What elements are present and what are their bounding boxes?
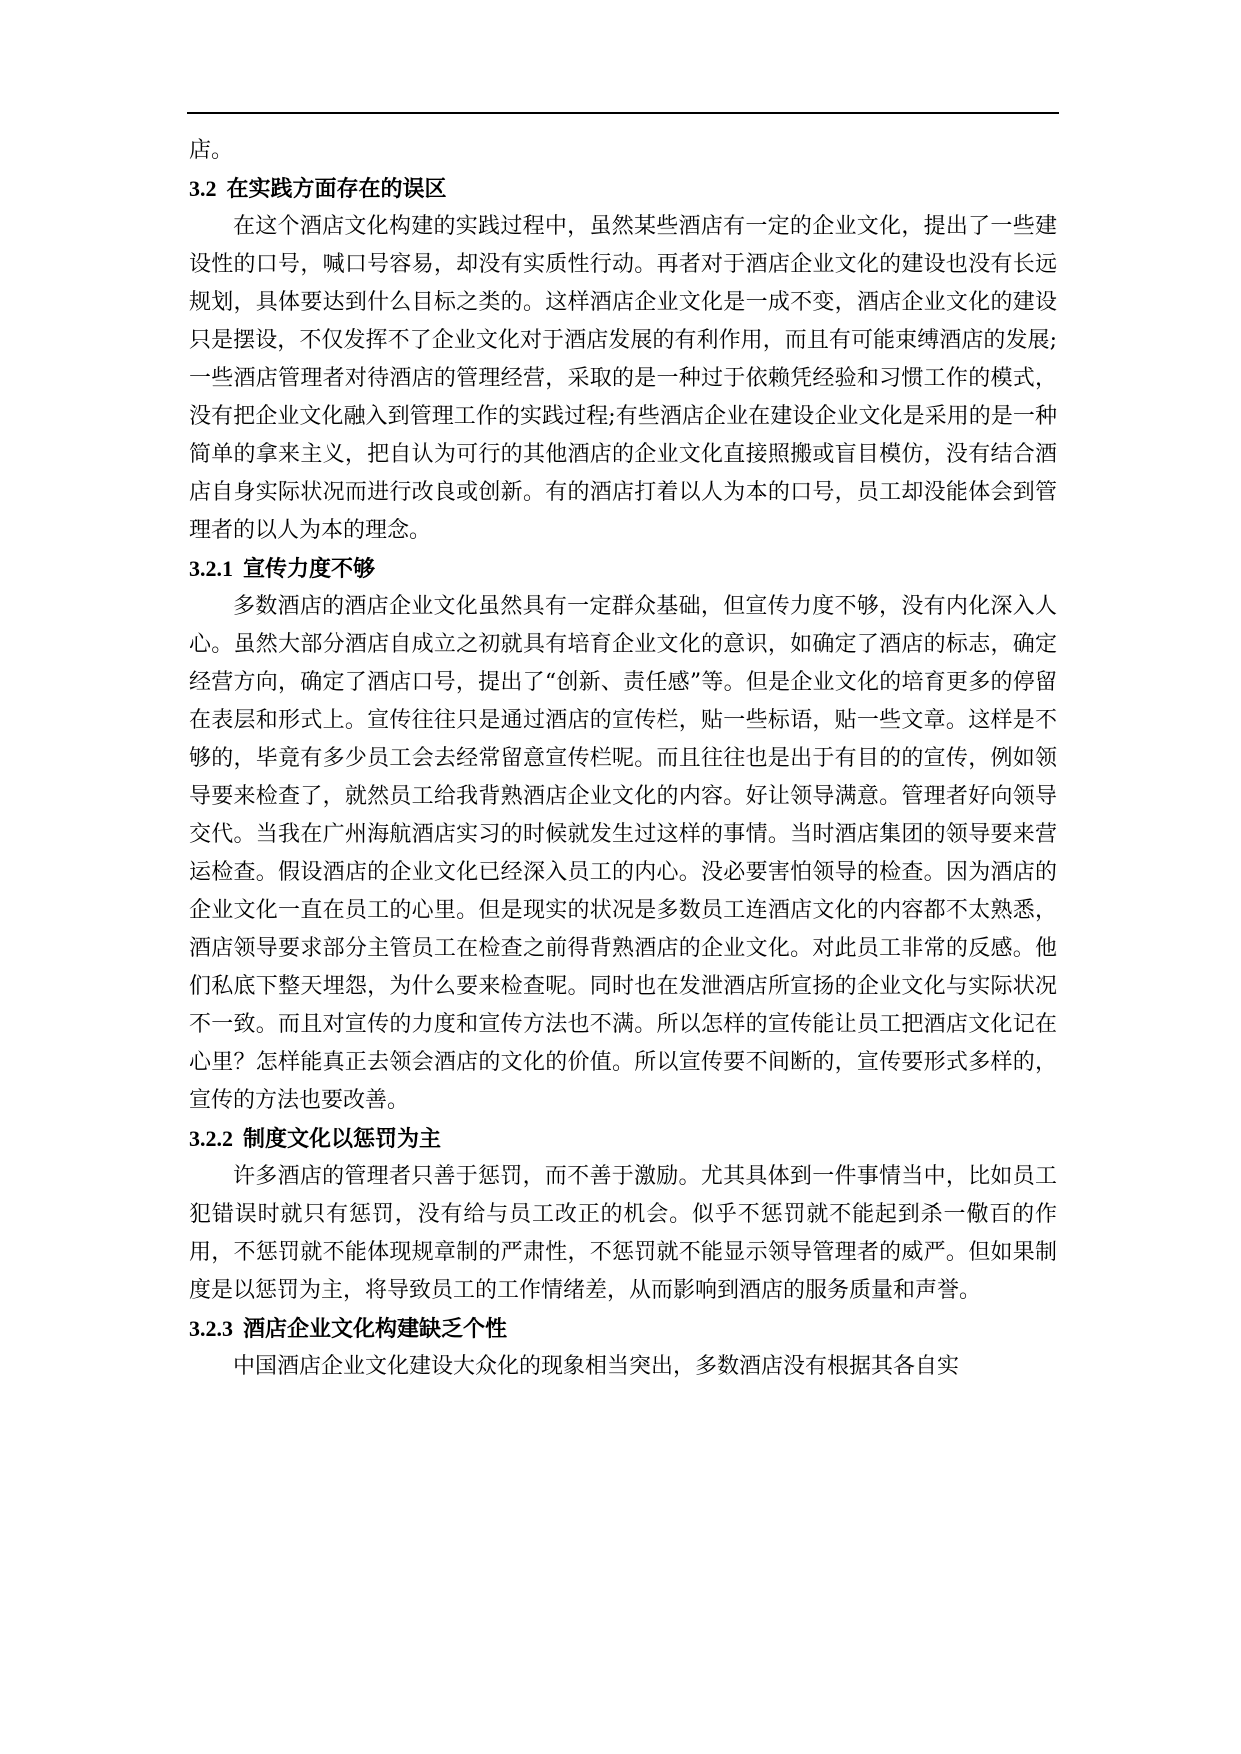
section-title: 酒店企业文化构建缺乏个性 (243, 1316, 508, 1341)
paragraph-3-2: 在这个酒店文化构建的实践过程中，虽然某些酒店有一定的企业文化，提出了一些建设性的口号，喊口号容易，却没有实质性行动。再者对于酒店企业文化的建设也没有长远规划，具体要达到什么目标之类的。这样酒店企业文化是一成不变，酒店企业文化的建设只是摆设，不仅发挥不了企业文化对于酒店发展的有利作用，而且有可能束缚酒店的发展;一些酒店管理者对待酒店的管理经营，采取的是一种过于依赖凭经验和习惯工作的模式，没有把企业文化融入到管理工作的实践过程;有些酒店企业在建设企业文化是采用的是一种简单的拿来主义，把自认为可行的其他酒店的企业文化直接照搬或盲目模仿，没有结合酒店自身实际状况而进行改良或创新。有的酒店打着以人为本的口号，员工却没能体会到管理者的以人为本的理念。 (189, 214, 1057, 543)
section-title: 在实践方面存在的误区 (226, 176, 447, 201)
section-heading-3-2-2 (189, 1120, 1057, 1158)
section-heading-3-2 (189, 170, 1057, 208)
section-number: 3.2 (189, 176, 217, 201)
paragraph-3-2-3: 中国酒店企业文化建设大众化的现象相当突出，多数酒店没有根据其各自实 (233, 1354, 960, 1379)
document-body (189, 132, 1057, 1386)
section-heading-3-2-3 (189, 1310, 1057, 1348)
paragraph-3-2-1: 多数酒店的酒店企业文化虽然具有一定群众基础，但宣传力度不够，没有内化深入人心。虽然大部分酒店自成立之初就具有培育企业文化的意识，如确定了酒店的标志，确定经营方向，确定了酒店口号，提出了“创新、责任感”等。但是企业文化的培育更多的停留在表层和形式上。宣传往往只是通过酒店的宣传栏，贴一些标语，贴一些文章。这样是不够的，毕竟有多少员工会去经常留意宣传栏呢。而且往往也是出于有目的的宣传，例如领导要来检查了，就然员工给我背熟酒店企业文化的内容。好让领导满意。管理者好向领导交代。当我在广州海航酒店实习的时候就发生过这样的事情。当时酒店集团的领导要来营运检查。假设酒店的企业文化已经深入员工的内心。没必要害怕领导的检查。因为酒店的企业文化一直在员工的心里。但是现实的状况是多数员工连酒店文化的内容都不太熟悉，酒店领导要求部分主管员工在检查之前得背熟酒店的企业文化。对此员工非常的反感。他们私底下整天埋怨，为什么要来检查呢。同时也在发泄酒店所宣扬的企业文化与实际状况不一致。而且对宣传的力度和宣传方法也不满。所以怎样的宣传能让员工把酒店文化记在心里？怎样能真正去领会酒店的文化的价值。所以宣传要不间断的，宣传要形式多样的，宣传的方法也要改善。 (189, 594, 1057, 1113)
section-number: 3.2.1 (189, 556, 233, 581)
paragraph-3-2-2: 许多酒店的管理者只善于惩罚，而不善于激励。尤其具体到一件事情当中，比如员工犯错误时就只有惩罚，没有给与员工改正的机会。似乎不惩罚就不能起到杀一儆百的作用，不惩罚就不能体现规章制的严肃性，不惩罚就不能显示领导管理者的威严。但如果制度是以惩罚为主，将导致员工的工作情绪差，从而影响到酒店的服务质量和声誉。 (189, 1164, 1057, 1303)
header-rule (187, 112, 1059, 114)
continuation-text: 店。 (189, 138, 234, 163)
section-number: 3.2.2 (189, 1126, 233, 1151)
section-title: 制度文化以惩罚为主 (243, 1126, 442, 1151)
section-heading-3-2-1 (189, 550, 1057, 588)
section-title: 宣传力度不够 (243, 556, 376, 581)
section-number: 3.2.3 (189, 1316, 233, 1341)
